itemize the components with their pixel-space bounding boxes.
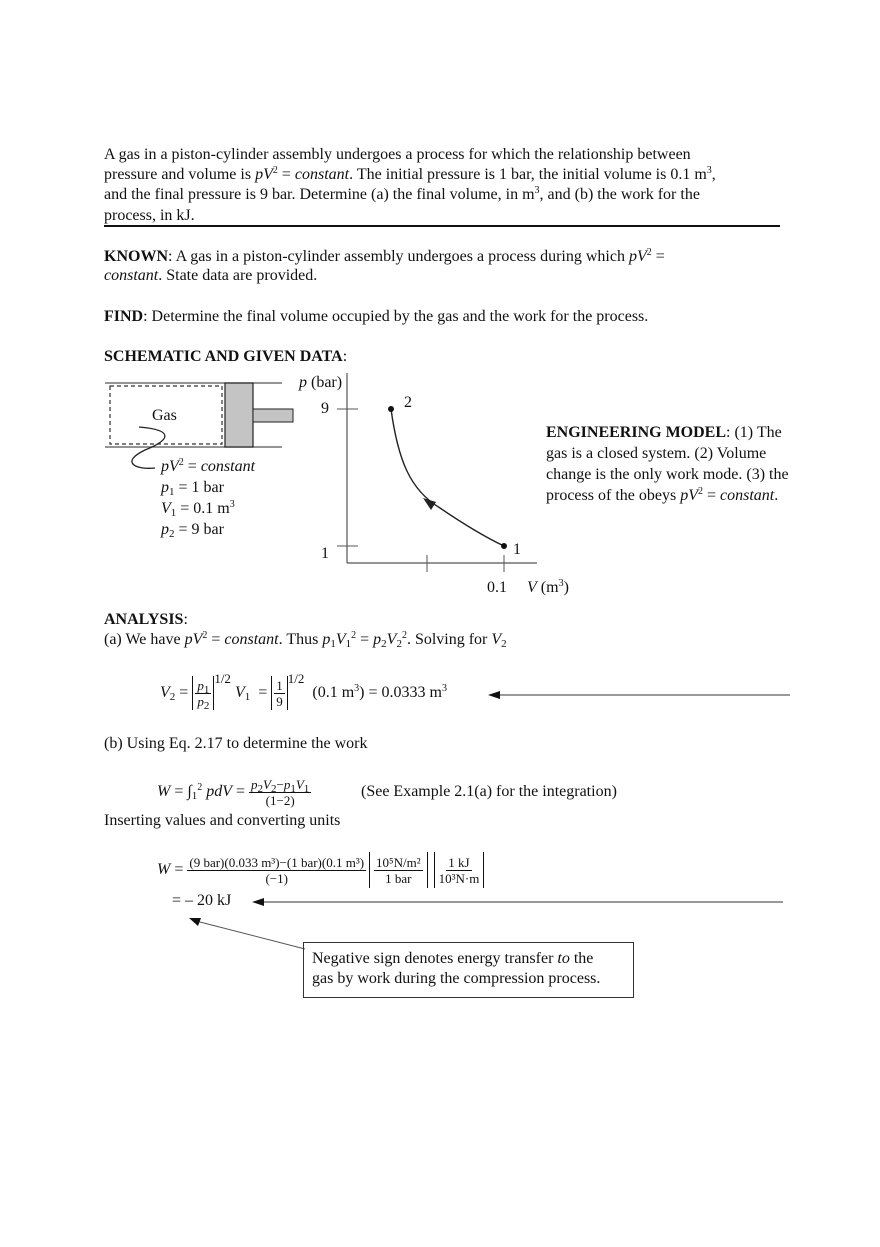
p2-given: $p_2 = 9$ bar	[161, 521, 224, 540]
find-text: FIND: Determine the final volume occupied by the gas and the work for the process.	[104, 308, 649, 325]
state-1-label: 1	[513, 541, 521, 558]
schematic-heading: SCHEMATIC AND GIVEN DATA:	[104, 348, 348, 365]
y-axis-label: p (bar)	[299, 374, 343, 391]
eng-model-2: gas is a closed system. (2) Volume	[546, 445, 767, 462]
tick-9: 9	[321, 400, 329, 417]
inserting-text: Inserting values and converting units	[104, 812, 341, 829]
v2-equation: $V_2$ = $\frac{p_1}{p_2}$ $^{1/2}$ $V_1$ = $\frac{1}{9}$ $^{1/2}$ (0.1 $m^3) = 0.0333$ $m^3$	[160, 671, 447, 713]
work-calculation: W = $\frac{\text{(9 bar)(0.033 m³)−(1 bar)(0.1 m³)}}{(-1)}$ $\frac{\text{10⁵N/m²}}{\text{1 bar}}$ $\frac{1 kJ}{\text{10³N·m}}$	[157, 852, 487, 888]
sign-note-box: Negative sign denotes energy transfer to the gas by work during the compression process.	[303, 942, 634, 998]
analysis-heading: ANALYSIS:	[104, 611, 188, 628]
problem-line-2: pressure and volume is $pV^2$ = constant. The initial pressure is 1 bar, the initial volume is 0.1 $m^3$,	[104, 165, 716, 183]
state-2-label: 2	[404, 394, 412, 411]
pv-graph	[337, 373, 537, 572]
problem-line-3: and the final pressure is 9 bar. Determine (a) the final volume, in $m^3$, and (b) the work for the	[104, 185, 700, 203]
relation-label: $pV^2$ = constant	[161, 457, 256, 475]
eng-model-3: change is the only work mode. (3) the	[546, 466, 789, 483]
eng-model-1: ENGINEERING MODEL: (1) The	[546, 424, 782, 441]
example-note: (See Example 2.1(a) for the integration)	[361, 783, 617, 800]
process-curve	[391, 409, 504, 546]
p1-given: $p_1 = 1$ bar	[161, 479, 224, 498]
known-line-2: constant. State data are provided.	[104, 267, 318, 284]
known-line-1: KNOWN: A gas in a piston-cylinder assembly undergoes a process during which $pV^2$ =	[104, 247, 665, 265]
tick-1: 1	[321, 545, 329, 562]
x-axis-label: V $(m^3)$	[527, 578, 569, 596]
gas-label: Gas	[152, 407, 177, 424]
piston-cylinder	[105, 383, 293, 468]
eng-model-4: process of the obeys $pV^2$ = constant.	[546, 486, 779, 504]
problem-line-1: A gas in a piston-cylinder assembly undergoes a process for which the relationship between	[104, 146, 691, 163]
work-result: = – 20 kJ	[172, 892, 232, 909]
problem-line-4: process, in kJ.	[104, 207, 195, 224]
v1-given: $V_1 = 0.1$ $m^3$	[161, 499, 235, 519]
tick-0-1: 0.1	[487, 579, 507, 596]
analysis-b: (b) Using Eq. 2.17 to determine the work	[104, 735, 368, 752]
analysis-a: (a) We have $pV^2$ = constant. Thus $p_1V_1^2 = p_2V_2^2$. Solving for $V_2$	[104, 630, 507, 650]
work-integral: $W = \int_1^2$ pdV = $\frac{p_2V_2-p_1V_1}{(1-2)}$	[157, 776, 310, 808]
